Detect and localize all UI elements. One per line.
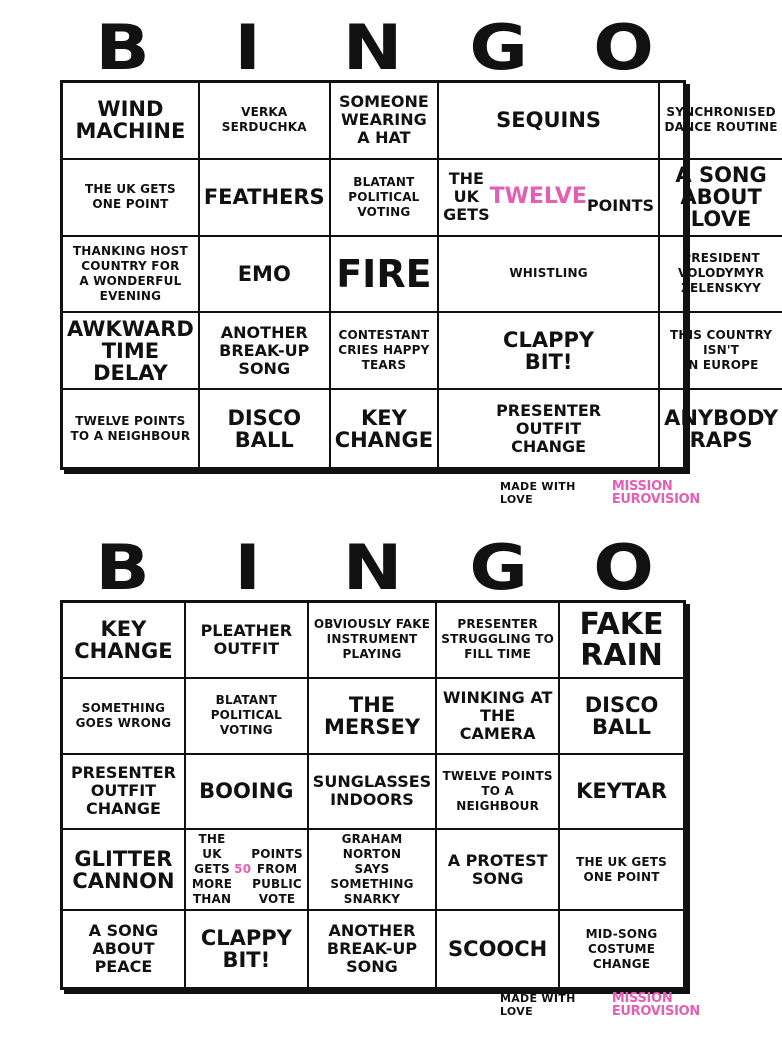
mission-eurovision-logo — [612, 992, 700, 1018]
square-text: THIS COUNTRY ISN'T IN EUROPE — [669, 328, 773, 373]
square-text: THE UK GETS ONE POINT — [84, 182, 176, 212]
bingo-square[interactable] — [63, 237, 200, 314]
bingo-square[interactable] — [437, 755, 560, 831]
bingo-square[interactable] — [309, 911, 437, 987]
bingo-square[interactable] — [186, 830, 309, 911]
title-letter-b: B — [95, 11, 150, 84]
square-text: SUNGLASSES INDOORS — [312, 772, 432, 810]
made-with-love-text: MADE WITH LOVE — [500, 992, 576, 1018]
highlight-text: TWELVE — [489, 184, 587, 210]
square-text: AWKWARD TIME DELAY — [67, 316, 194, 385]
title-letter-o: O — [593, 11, 654, 84]
square-text: DISCO BALL — [584, 692, 659, 739]
bingo-title — [60, 531, 686, 604]
bingo-square[interactable] — [437, 830, 560, 911]
square-text: BLATANT POLITICAL VOTING — [210, 693, 282, 738]
square-text: SOMETHING GOES WRONG — [75, 700, 172, 730]
square-text: BLATANT POLITICAL VOTING — [348, 174, 420, 219]
bingo-square[interactable] — [560, 679, 683, 755]
bingo-square[interactable] — [331, 237, 439, 314]
square-text: DISCO BALL — [227, 405, 302, 452]
title-letter-i: I — [234, 531, 262, 604]
square-text: THE UK GETS ONE POINT — [576, 854, 667, 884]
bingo-square[interactable] — [437, 603, 560, 679]
square-text: SEQUINS — [496, 108, 602, 133]
square-text: A PROTEST SONG — [447, 850, 548, 888]
square-text: GRAHAM NORTON SAYS SOMETHING SNARKY — [330, 832, 414, 907]
bingo-square[interactable] — [439, 160, 660, 237]
bingo-square[interactable] — [63, 313, 200, 390]
bingo-square[interactable] — [63, 911, 186, 987]
bingo-title — [60, 11, 686, 84]
square-text: PLEATHER OUTFIT — [200, 620, 293, 658]
bingo-square[interactable] — [200, 390, 331, 467]
square-text: WIND MACHINE — [75, 97, 186, 144]
square-text: TWELVE POINTS TO A NEIGHBOUR — [70, 413, 191, 443]
square-text: SOMEONE WEARING A HAT — [338, 92, 429, 148]
square-text: FIRE — [336, 251, 432, 296]
bingo-square[interactable] — [437, 911, 560, 987]
mission-eurovision-logo — [612, 480, 700, 506]
square-text: WHISTLING — [509, 266, 588, 281]
title-letter-n: N — [343, 11, 403, 84]
bingo-square[interactable] — [309, 830, 437, 911]
title-letter-o: O — [593, 531, 654, 604]
bingo-square[interactable] — [660, 237, 782, 314]
footer-credit — [500, 478, 700, 508]
bingo-square[interactable] — [186, 603, 309, 679]
bingo-square[interactable] — [331, 83, 439, 160]
bingo-square[interactable] — [660, 313, 782, 390]
bingo-square[interactable] — [560, 830, 683, 911]
bingo-square[interactable] — [63, 830, 186, 911]
square-text: BOOING — [199, 779, 294, 804]
square-text: CLAPPY BIT! — [503, 327, 595, 374]
square-text: SYNCHRONISED DANCE ROUTINE — [664, 105, 778, 135]
bingo-square[interactable] — [660, 160, 782, 237]
square-text: PRESENTER OUTFIT CHANGE — [70, 763, 176, 819]
square-text: A SONG ABOUT PEACE — [88, 921, 159, 977]
square-text: VERKA SERDUCHKA — [221, 105, 307, 135]
logo-line-1: MISSION — [611, 479, 673, 494]
logo-line-1: MISSION — [611, 991, 673, 1006]
bingo-square[interactable] — [63, 603, 186, 679]
square-text: THE UK GETS MORE THAN — [191, 832, 233, 907]
bingo-square[interactable] — [309, 603, 437, 679]
bingo-square[interactable] — [63, 679, 186, 755]
bingo-square[interactable] — [439, 237, 660, 314]
made-with-love-text: MADE WITH LOVE — [500, 480, 576, 506]
title-letter-g: G — [468, 531, 528, 604]
bingo-square[interactable] — [437, 679, 560, 755]
bingo-square[interactable] — [200, 237, 331, 314]
bingo-square[interactable] — [660, 390, 782, 467]
bingo-square[interactable] — [200, 313, 331, 390]
square-text: OBVIOUSLY FAKE INSTRUMENT PLAYING — [313, 617, 431, 662]
square-text: PRESIDENT VOLODYMYR ZELENSKYY — [677, 251, 765, 296]
bingo-square[interactable] — [331, 160, 439, 237]
square-text: WINKING AT THE CAMERA — [442, 687, 553, 743]
square-text: KEYTAR — [576, 779, 668, 804]
bingo-square[interactable] — [331, 313, 439, 390]
bingo-square[interactable] — [439, 390, 660, 467]
square-text: THE UK GETS — [443, 169, 490, 225]
square-text: PRESENTER OUTFIT CHANGE — [496, 400, 602, 456]
square-text: MID-SONG COSTUME CHANGE — [585, 926, 658, 971]
bingo-square[interactable] — [63, 160, 200, 237]
square-text: KEY CHANGE — [74, 616, 173, 663]
square-text: A SONG ABOUT LOVE — [675, 163, 767, 232]
square-text: THE MERSEY — [323, 692, 421, 739]
bingo-square[interactable] — [439, 83, 660, 160]
square-text: KEY CHANGE — [334, 405, 434, 452]
square-text: FAKE RAIN — [579, 606, 664, 673]
bingo-square[interactable] — [439, 313, 660, 390]
square-text: ANYBODY RAPS — [664, 405, 779, 452]
bingo-square[interactable] — [186, 911, 309, 987]
square-text-after: POINTS FROM PUBLIC VOTE — [251, 847, 303, 907]
bingo-square[interactable] — [309, 755, 437, 831]
bingo-square[interactable] — [200, 83, 331, 160]
bingo-grid — [60, 600, 686, 990]
bingo-square[interactable] — [63, 390, 200, 467]
bingo-square[interactable] — [309, 679, 437, 755]
square-text: PRESENTER STRUGGLING TO FILL TIME — [441, 617, 554, 662]
bingo-square[interactable] — [660, 83, 782, 160]
square-text: CONTESTANT CRIES HAPPY TEARS — [338, 328, 430, 373]
highlight-text: 50 — [234, 862, 252, 877]
bingo-square[interactable] — [186, 679, 309, 755]
square-text: TWELVE POINTS TO A NEIGHBOUR — [442, 768, 553, 813]
bingo-square[interactable] — [560, 911, 683, 987]
bingo-square[interactable] — [63, 755, 186, 831]
square-text: CLAPPY BIT! — [200, 926, 292, 973]
square-text: SCOOCH — [448, 937, 548, 962]
square-text: ANOTHER BREAK-UP SONG — [326, 921, 418, 977]
logo-line-2: EUROVISION — [611, 492, 700, 507]
title-letter-n: N — [343, 531, 403, 604]
square-text: THANKING HOST COUNTRY FOR A WONDERFUL EVENING — [72, 243, 188, 303]
bingo-square[interactable] — [200, 160, 331, 237]
square-text-after: POINTS — [586, 196, 655, 216]
title-letter-g: G — [468, 11, 528, 84]
bingo-grid — [60, 80, 779, 470]
logo-line-2: EUROVISION — [611, 1004, 700, 1019]
bingo-square[interactable] — [63, 83, 200, 160]
footer-credit — [500, 990, 700, 1020]
title-letter-i: I — [234, 11, 262, 84]
bingo-square[interactable] — [560, 755, 683, 831]
bingo-square[interactable] — [186, 755, 309, 831]
square-text: FEATHERS — [203, 185, 325, 210]
square-text: ANOTHER BREAK-UP SONG — [219, 322, 310, 378]
square-text: GLITTER CANNON — [72, 846, 175, 893]
square-text: EMO — [237, 261, 291, 286]
bingo-square[interactable] — [331, 390, 439, 467]
bingo-square[interactable] — [560, 603, 683, 679]
title-letter-b: B — [95, 531, 150, 604]
